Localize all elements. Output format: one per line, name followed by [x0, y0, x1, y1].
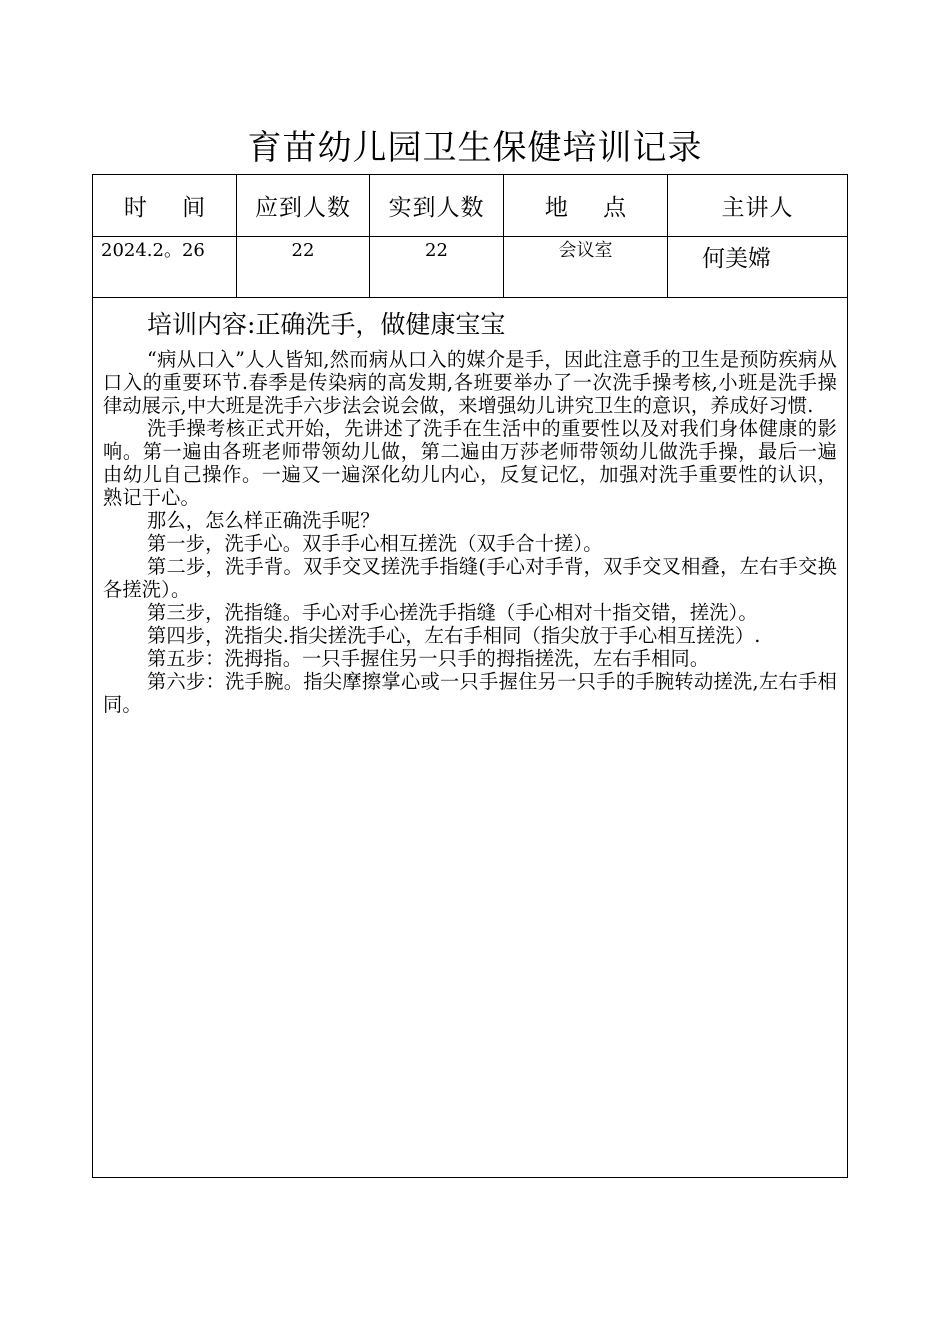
content-paragraph: 那么，怎么样正确洗手呢？: [147, 509, 380, 532]
value-actual-count: 22: [370, 237, 504, 297]
content-paragraph: 第三步，洗指缝。手心对手心搓洗手指缝（手心相对十指交错，搓洗）。: [147, 601, 758, 624]
training-record-table: [92, 174, 848, 1178]
training-content: [93, 298, 847, 716]
value-location: 会议室: [504, 237, 668, 297]
table-value-row: [93, 237, 847, 298]
content-paragraph: 第一步，洗手心。双手手心相互搓洗（双手合十搓）。: [147, 532, 603, 555]
value-time: 2024.2。26: [93, 237, 237, 297]
header-actual-count: 实到人数: [370, 175, 504, 236]
content-paragraph: “病从口入”人人皆知,然而病从口入的媒介是手，因此注意手的卫生是预防疾病从口入的重要环节.春季是传染病的高发期,各班要举办了一次洗手操考核,小班是洗手操律动展示,中大班是洗手六步法会说会做，来增强幼儿讲究卫生的意识，养成好习惯.: [103, 348, 837, 417]
content-paragraph: 第四步，洗指尖.指尖搓洗手心，左右手相同（指尖放于手心相互搓洗）.: [147, 624, 761, 647]
value-expected-count: 22: [237, 237, 370, 297]
header-time: 时 间: [93, 175, 237, 236]
table-header-row: [93, 175, 847, 237]
value-speaker: 何美嫦: [702, 246, 771, 272]
content-paragraph: 第二步，洗手背。双手交叉搓洗手指缝(手心对手背，双手交叉相叠，左右手交换各搓洗）。: [103, 555, 837, 601]
content-heading: 培训内容:正确洗手，做健康宝宝: [147, 310, 506, 339]
header-speaker: 主讲人: [721, 195, 794, 221]
page-title: 育苗幼儿园卫生保健培训记录: [247, 128, 703, 168]
content-paragraph: 第六步：洗手腕。指尖摩擦掌心或一只手握住另一只手的手腕转动搓洗,左右手相同。: [103, 670, 837, 716]
header-location: 地 点: [504, 175, 668, 236]
header-expected-count: 应到人数: [237, 175, 370, 236]
content-paragraph: 洗手操考核正式开始，先讲述了洗手在生活中的重要性以及对我们身体健康的影响。第一遍由各班老师带领幼儿做，第二遍由万莎老师带领幼儿做洗手操，最后一遍由幼儿自己操作。一遍又一遍深化幼儿内心，反复记忆，加强对洗手重要性的认识，熟记于心。: [103, 417, 837, 509]
content-paragraph: 第五步：洗拇指。一只手握住另一只手的拇指搓洗，左右手相同。: [147, 647, 710, 670]
